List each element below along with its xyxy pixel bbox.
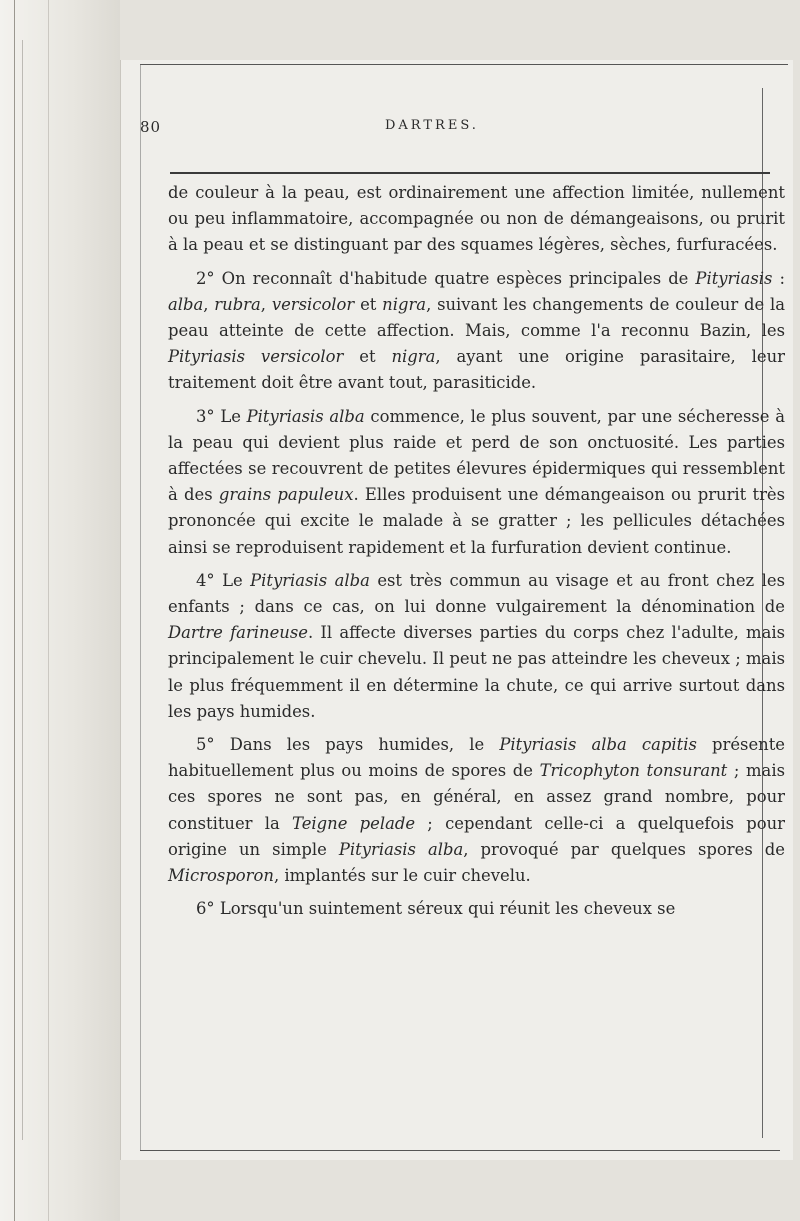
running-title: DARTRES. xyxy=(385,118,479,133)
italic-term: rubra xyxy=(214,294,261,314)
text-run: . Elles produisent une démangeaison ou prurit très prononcée qui excite le malade à se gratter ; les pellicules détachées ainsi se reproduisent rapidement et la furfuration devient continue. xyxy=(168,485,786,557)
text-run: , xyxy=(260,294,272,314)
italic-term: grains papuleux xyxy=(218,485,354,505)
text-run: , implantés sur le cuir chevelu. xyxy=(273,866,531,886)
header-rule xyxy=(170,172,770,174)
text-run: ; mais ces spores ne sont pas, en général, en assez grand nombre, pour constituer la xyxy=(168,761,785,833)
text-run: . Il affecte diverses parties du corps chez l'adulte, mais principalement le cuir chevelu. Il peut ne pas atteindre les cheveux ; mais le plus fréquemment il en détermine la chute, ce qui arrive surtout dans les pays humides. xyxy=(168,623,785,721)
italic-term: versicolor xyxy=(271,294,355,314)
paragraph-p4 xyxy=(168,732,785,889)
italic-term: Pityriasis alba xyxy=(338,839,464,859)
italic-term: nigra xyxy=(382,294,427,314)
page-frame-top xyxy=(140,64,788,65)
italic-term: Tricophyton tonsurant xyxy=(539,761,728,781)
page-number: 80 xyxy=(140,118,162,136)
text-run: de couleur à la peau, est ordinairement une affection limitée, nullement ou peu inflammatoire, accompagnée ou non de démangeaisons, ou prurit à la peau et se distinguant par des squames légères, sèches, furfuracées. xyxy=(168,183,785,255)
text-run: commence, le plus souvent, par une sécheresse à la peau qui devient plus raide et perd de son onctuosité. Les parties affectées se recouvrent de petites élevures épidermiques qui ressemblent à des xyxy=(168,406,785,505)
page-frame-left xyxy=(140,64,141,1150)
text-run: est très commun au visage et au front chez les enfants ; dans ce cas, on lui donne vulgairement la dénomination de xyxy=(168,570,785,617)
paragraph-p0 xyxy=(168,180,785,259)
text-run: et xyxy=(354,294,383,314)
paragraph-p1 xyxy=(168,266,785,397)
paragraph-p2 xyxy=(168,404,785,561)
text-run: , ayant une origine parasitaire, leur traitement doit être avant tout, parasiticide. xyxy=(168,347,785,393)
italic-term: Pityriasis alba capitis xyxy=(499,735,697,755)
italic-term: Teigne pelade xyxy=(292,813,416,833)
text-run: ; cependant celle-ci a quelquefois pour origine un simple xyxy=(168,813,785,859)
italic-term: Pityriasis xyxy=(695,268,773,288)
text-run: , suivant les changements de couleur de la peau atteinte de cette affection. Mais, comme l'a reconnu Bazin, les xyxy=(168,294,785,341)
text-run: : xyxy=(772,268,786,288)
italic-term: nigra xyxy=(391,347,436,367)
text-run: 6° Lorsqu'un suintement séreux qui réunit les cheveux se xyxy=(196,899,676,919)
text-run: 3° Le xyxy=(196,406,247,426)
text-run: présente habituellement plus ou moins de spores de xyxy=(168,735,785,781)
italic-term: Pityriasis alba xyxy=(250,570,370,590)
italic-term: Pityriasis alba xyxy=(246,406,365,426)
page-frame-bottom xyxy=(140,1150,780,1151)
paragraph-p5 xyxy=(168,896,785,922)
text-run: , xyxy=(203,294,215,314)
text-run: 4° Le xyxy=(196,570,251,590)
text-run: , provoqué par quelques spores de xyxy=(463,839,785,859)
italic-term: Microsporon xyxy=(168,866,274,886)
text-run: 5° Dans les pays humides, le xyxy=(196,735,500,755)
italic-term: Dartre farineuse xyxy=(168,623,308,643)
italic-term: alba xyxy=(168,294,204,314)
paragraph-p3 xyxy=(168,568,785,725)
body-text xyxy=(168,180,785,929)
text-run: et xyxy=(343,347,392,367)
italic-term: Pityriasis versicolor xyxy=(168,347,344,367)
text-run: 2° On reconnaît d'habitude quatre espèces principales de xyxy=(196,268,696,288)
book-binding-edge xyxy=(0,0,120,1221)
